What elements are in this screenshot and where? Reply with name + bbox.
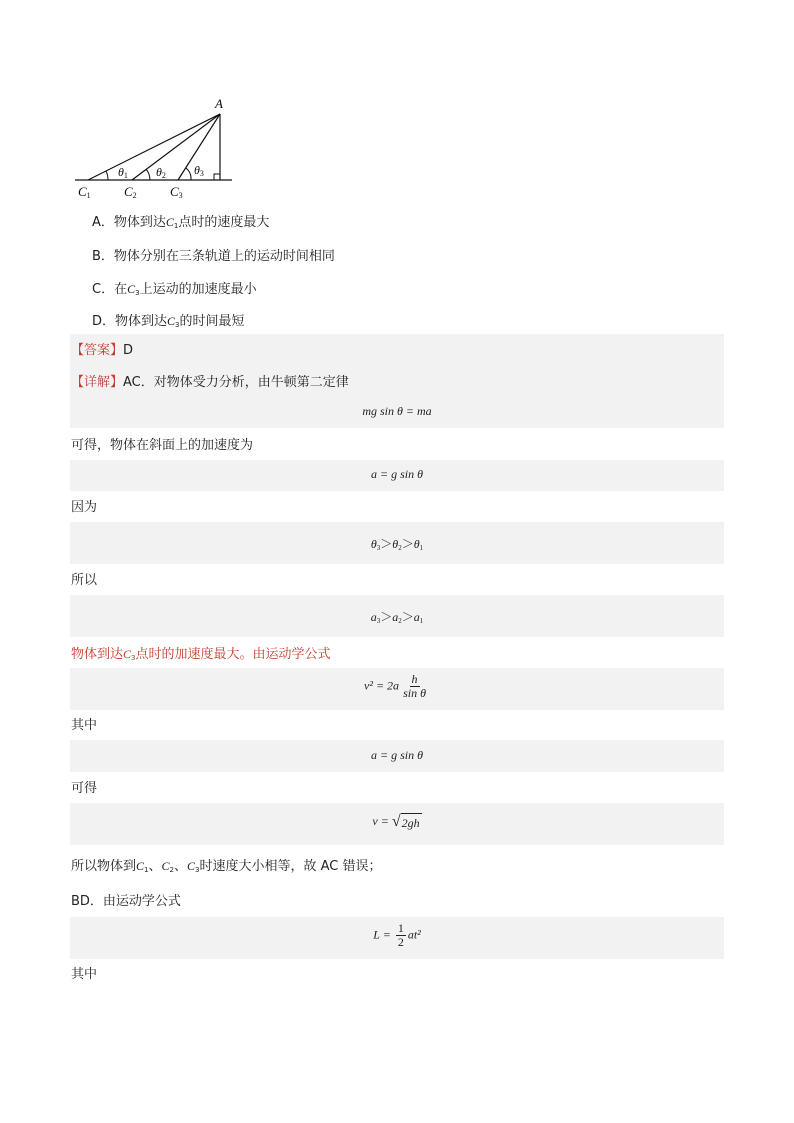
theta-3: θ3 — [194, 163, 204, 178]
equation-2: a = g sin θ — [371, 467, 423, 481]
explanation-line-6: 其中 — [71, 718, 98, 733]
explanation-line-3: 因为 — [71, 500, 98, 515]
equation-6: a = g sin θ — [371, 748, 423, 762]
equation-3: $\theta_3>\theta_2>\theta_1$ — [370, 537, 424, 552]
label-c2: C2 — [124, 184, 137, 200]
angle-arc-1 — [106, 171, 108, 180]
explanation-line-9: BD．由运动学公式 — [71, 894, 181, 909]
explanation-line-8: 所以物体到$C_1$、$C_2$、$C_3$时速度大小相等，故 AC 错误； — [71, 859, 382, 874]
equation-1: mg sin θ = ma — [362, 404, 432, 418]
equation-4: $a_3>a_2>a_1$ — [370, 610, 424, 625]
explanation-line-4: 所以 — [71, 573, 98, 588]
explanation-line-10: 其中 — [71, 967, 98, 982]
option-a: A．物体到达$C_1$点时的速度最大 — [92, 215, 270, 230]
option-d: D．物体到达$C_3$的时间最短 — [92, 314, 245, 329]
angle-arc-3 — [186, 168, 191, 180]
answer-tag: 【答案】 — [71, 343, 124, 358]
answer-value: D — [123, 343, 134, 358]
explanation-tag: 【详解】 — [71, 375, 124, 390]
explanation-line-1: 【详解】AC．对物体受力分析，由牛顿第二定律 — [71, 375, 349, 390]
explanation-line-5: 物体到达$C_3$点时的加速度最大。由运动学公式 — [71, 647, 331, 662]
equation-7: v = √ 2gh — [372, 813, 420, 830]
label-a: A — [215, 96, 223, 111]
theta-2: θ2 — [156, 165, 166, 180]
incline-c2 — [132, 114, 220, 180]
sqrt-2gh: √ 2gh — [391, 813, 420, 830]
answer-line — [71, 342, 133, 360]
theta-1: θ1 — [118, 165, 128, 180]
explanation-line-7: 可得 — [71, 781, 98, 796]
fraction-h-over-sin: $\frac{h}{\text{sin θ}}$ — [403, 672, 426, 700]
fraction-one-half: $\frac{1}{2}$ — [397, 921, 404, 949]
angle-arc-2 — [146, 169, 150, 180]
option-c: C．在$C_3$上运动的加速度最小 — [92, 282, 257, 297]
incline-diagram — [70, 92, 240, 202]
label-c3: C3 — [170, 184, 183, 200]
equation-5: v² = 2a $\frac{h}{\text{sin θ}}$ — [364, 672, 426, 700]
right-angle-mark — [214, 174, 220, 180]
label-c1: C1 — [78, 184, 91, 200]
option-b: B．物体分别在三条轨道上的运动时间相同 — [92, 249, 335, 264]
explanation-line-2: 可得，物体在斜面上的加速度为 — [71, 438, 254, 453]
answer-band — [70, 334, 724, 366]
equation-8: L = $\frac{1}{2}$ at² — [373, 921, 421, 949]
